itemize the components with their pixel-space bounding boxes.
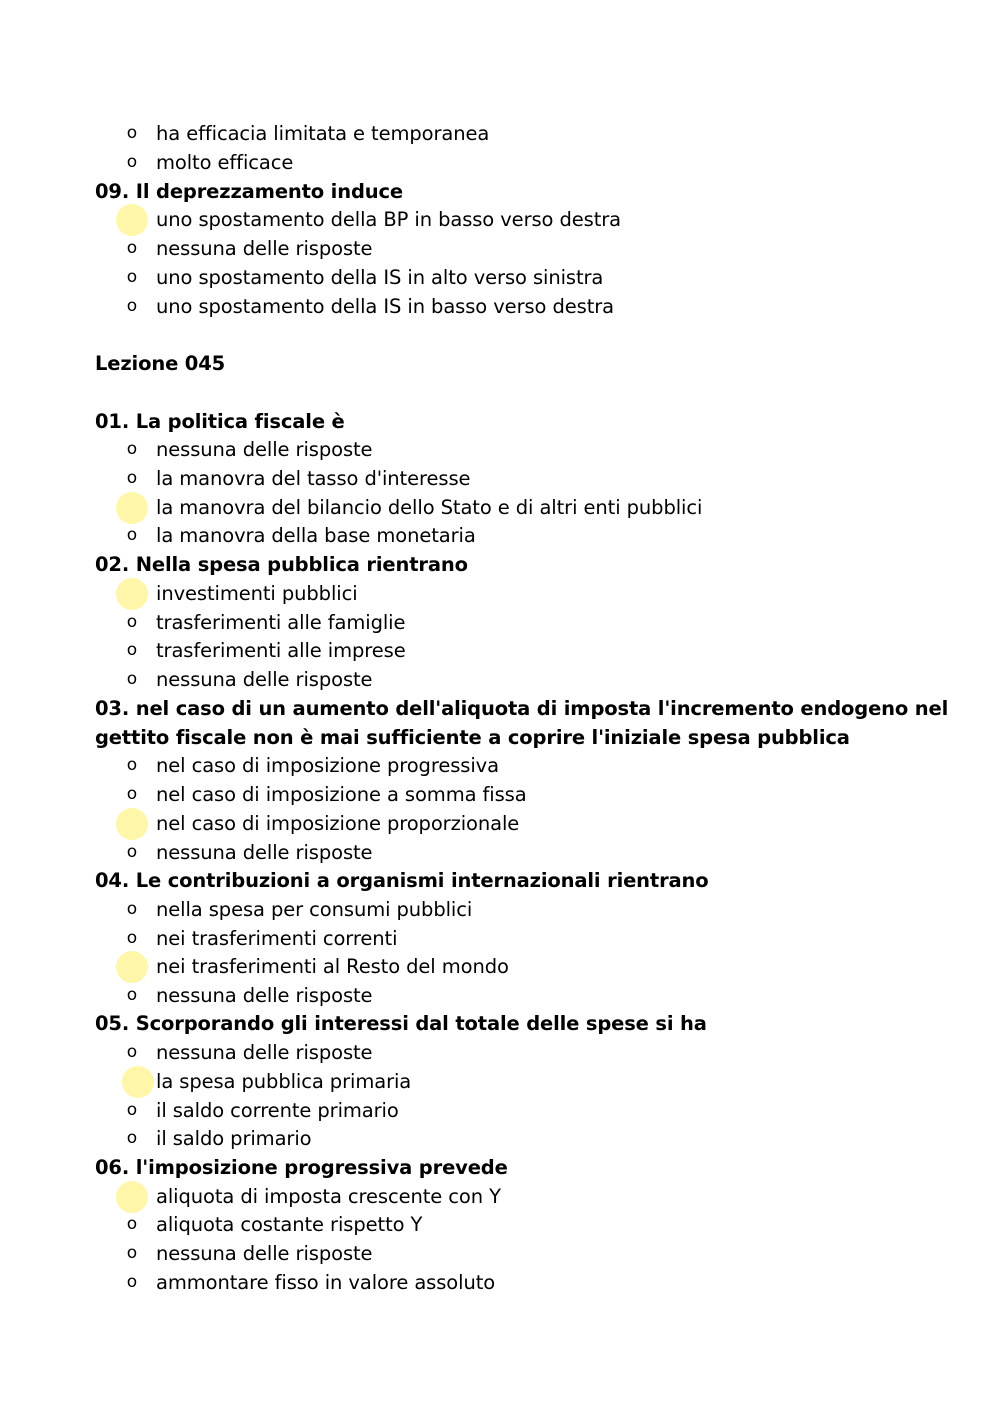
lesson-heading-text: Lezione 045 [95, 352, 226, 375]
question-text: 05. Scorporando gli interessi dal totale delle spese si ha [95, 1012, 707, 1035]
option-text: la manovra della base monetaria [156, 524, 476, 547]
option-text: il saldo primario [156, 1127, 312, 1150]
option-text: aliquota costante rispetto Y [156, 1213, 423, 1236]
option-text: nel caso di imposizione progressiva [156, 754, 499, 777]
option-text: nessuna delle risposte [156, 1041, 373, 1064]
option-text: trasferimenti alle famiglie [156, 611, 406, 634]
option-text: ha efficacia limitata e temporanea [156, 122, 490, 145]
bullet-icon: o [126, 1100, 138, 1120]
question-title [0, 866, 1000, 895]
option-row [0, 1038, 1000, 1067]
option-text: la manovra del tasso d'interesse [156, 467, 471, 490]
bullet-icon: o [126, 238, 138, 258]
question-text: 01. La politica fiscale è [95, 410, 345, 433]
bullet-icon: o [126, 525, 138, 545]
answer-highlight-marker [116, 808, 148, 840]
bullet-icon: o [126, 439, 138, 459]
option-text: trasferimenti alle imprese [156, 639, 406, 662]
bullet-icon: o [126, 468, 138, 488]
option-text: la spesa pubblica primaria [156, 1070, 412, 1093]
option-row [0, 608, 1000, 637]
answer-highlight-marker [116, 578, 148, 610]
option-text: nessuna delle risposte [156, 984, 373, 1007]
question-title-continued [0, 723, 1000, 752]
question-title [0, 1153, 1000, 1182]
option-text: molto efficace [156, 151, 294, 174]
option-row [0, 981, 1000, 1010]
option-row [0, 464, 1000, 493]
option-row [0, 148, 1000, 177]
option-row [0, 809, 1000, 838]
bullet-icon: o [126, 1214, 138, 1234]
question-text: gettito fiscale non è mai sufficiente a coprire l'iniziale spesa pubblica [95, 726, 850, 749]
option-text: nei trasferimenti correnti [156, 927, 398, 950]
bullet-icon: o [126, 842, 138, 862]
option-row [0, 1124, 1000, 1153]
option-text: uno spostamento della IS in basso verso destra [156, 295, 615, 318]
option-text: nella spesa per consumi pubblici [156, 898, 473, 921]
option-row [0, 895, 1000, 924]
option-text: nel caso di imposizione a somma fissa [156, 783, 527, 806]
option-row [0, 119, 1000, 148]
bullet-icon: o [126, 612, 138, 632]
option-text: nel caso di imposizione proporzionale [156, 812, 520, 835]
option-text: investimenti pubblici [156, 582, 358, 605]
option-text: nessuna delle risposte [156, 668, 373, 691]
option-text: nessuna delle risposte [156, 841, 373, 864]
bullet-icon: o [126, 640, 138, 660]
question-text: 06. l'imposizione progressiva prevede [95, 1156, 508, 1179]
option-row [0, 234, 1000, 263]
option-text: uno spostamento della IS in alto verso sinistra [156, 266, 604, 289]
option-text: nessuna delle risposte [156, 1242, 373, 1265]
option-text: uno spostamento della BP in basso verso destra [156, 208, 622, 231]
option-row [0, 1067, 1000, 1096]
option-row [0, 751, 1000, 780]
bullet-icon: o [126, 755, 138, 775]
question-text: 04. Le contribuzioni a organismi internazionali rientrano [95, 869, 709, 892]
option-row [0, 263, 1000, 292]
option-row [0, 780, 1000, 809]
option-row [0, 521, 1000, 550]
option-row [0, 292, 1000, 321]
option-row [0, 205, 1000, 234]
bullet-icon: o [126, 899, 138, 919]
question-title [0, 1009, 1000, 1038]
question-title [0, 550, 1000, 579]
option-row [0, 665, 1000, 694]
question-title [0, 694, 1000, 723]
option-row [0, 579, 1000, 608]
option-text: nei trasferimenti al Resto del mondo [156, 955, 509, 978]
bullet-icon: o [126, 928, 138, 948]
bullet-icon: o [126, 296, 138, 316]
bullet-icon: o [126, 267, 138, 287]
bullet-icon: o [126, 669, 138, 689]
option-text: la manovra del bilancio dello Stato e di altri enti pubblici [156, 496, 703, 519]
option-text: ammontare fisso in valore assoluto [156, 1271, 496, 1294]
lesson-heading [0, 349, 1000, 378]
answer-highlight-marker [116, 204, 148, 236]
bullet-icon: o [126, 123, 138, 143]
option-row [0, 1182, 1000, 1211]
question-text: 02. Nella spesa pubblica rientrano [95, 553, 468, 576]
option-row [0, 952, 1000, 981]
option-row [0, 1268, 1000, 1297]
question-title [0, 177, 1000, 206]
bullet-icon: o [126, 1272, 138, 1292]
option-text: nessuna delle risposte [156, 237, 373, 260]
option-row [0, 636, 1000, 665]
answer-highlight-marker [116, 951, 148, 983]
bullet-icon: o [126, 1042, 138, 1062]
question-text: 09. Il deprezzamento induce [95, 180, 403, 203]
bullet-icon: o [126, 985, 138, 1005]
answer-highlight-marker [116, 1181, 148, 1213]
answer-highlight-marker [116, 492, 148, 524]
bullet-icon: o [126, 784, 138, 804]
bullet-icon: o [126, 1128, 138, 1148]
question-title [0, 407, 1000, 436]
option-row [0, 924, 1000, 953]
option-row [0, 838, 1000, 867]
option-row [0, 493, 1000, 522]
question-text: 03. nel caso di un aumento dell'aliquota di imposta l'incremento endogeno nel [95, 697, 949, 720]
bullet-icon: o [126, 1243, 138, 1263]
option-row [0, 1096, 1000, 1125]
option-text: nessuna delle risposte [156, 438, 373, 461]
answer-highlight-marker [122, 1066, 154, 1098]
option-row [0, 1210, 1000, 1239]
option-row [0, 1239, 1000, 1268]
option-row [0, 435, 1000, 464]
option-text: aliquota di imposta crescente con Y [156, 1185, 501, 1208]
bullet-icon: o [126, 152, 138, 172]
option-text: il saldo corrente primario [156, 1099, 399, 1122]
